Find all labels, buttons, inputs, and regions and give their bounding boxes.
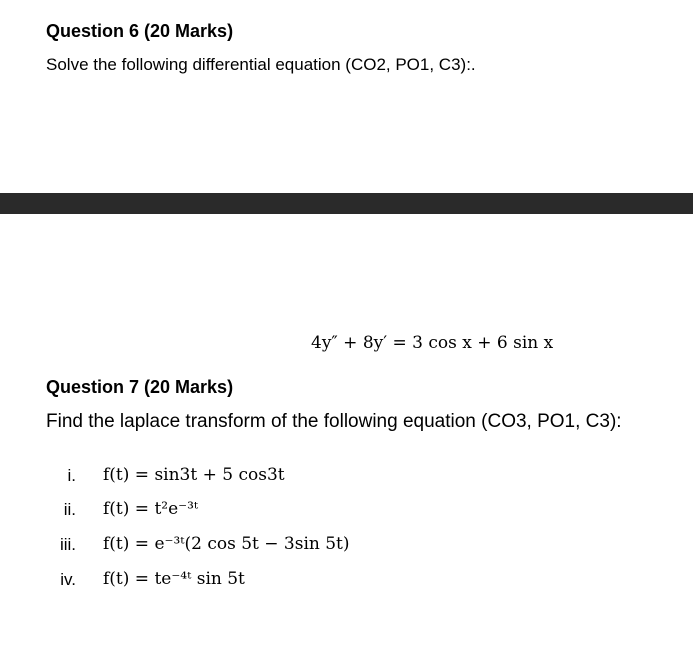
question-7-title: Question 7 (20 Marks) — [46, 377, 234, 397]
item-label: iv. — [60, 570, 76, 589]
dark-divider-bar — [0, 193, 693, 214]
item-label: iii. — [59, 535, 76, 554]
differential-equation: 4y″ + 8y′ = 3 cos x + 6 sin x — [311, 333, 554, 353]
laplace-expression: f(t) = te⁻⁴ᵗ sin 5t — [103, 569, 245, 589]
question-6-title: Question 6 (20 Marks) — [46, 21, 234, 41]
item-label: ii. — [63, 500, 76, 519]
question-6-instruction: Solve the following differential equation (CO2, PO1, C3):. — [46, 55, 476, 74]
question-7-instruction: Find the laplace transform of the following equation (CO3, PO1, C3): — [46, 411, 622, 432]
item-label: i. — [67, 466, 76, 485]
laplace-expression: f(t) = sin3t + 5 cos3t — [103, 465, 285, 485]
laplace-expression: f(t) = t²e⁻³ᵗ — [103, 499, 199, 519]
laplace-expression: f(t) = e⁻³ᵗ(2 cos 5t − 3sin 5t) — [103, 534, 350, 554]
